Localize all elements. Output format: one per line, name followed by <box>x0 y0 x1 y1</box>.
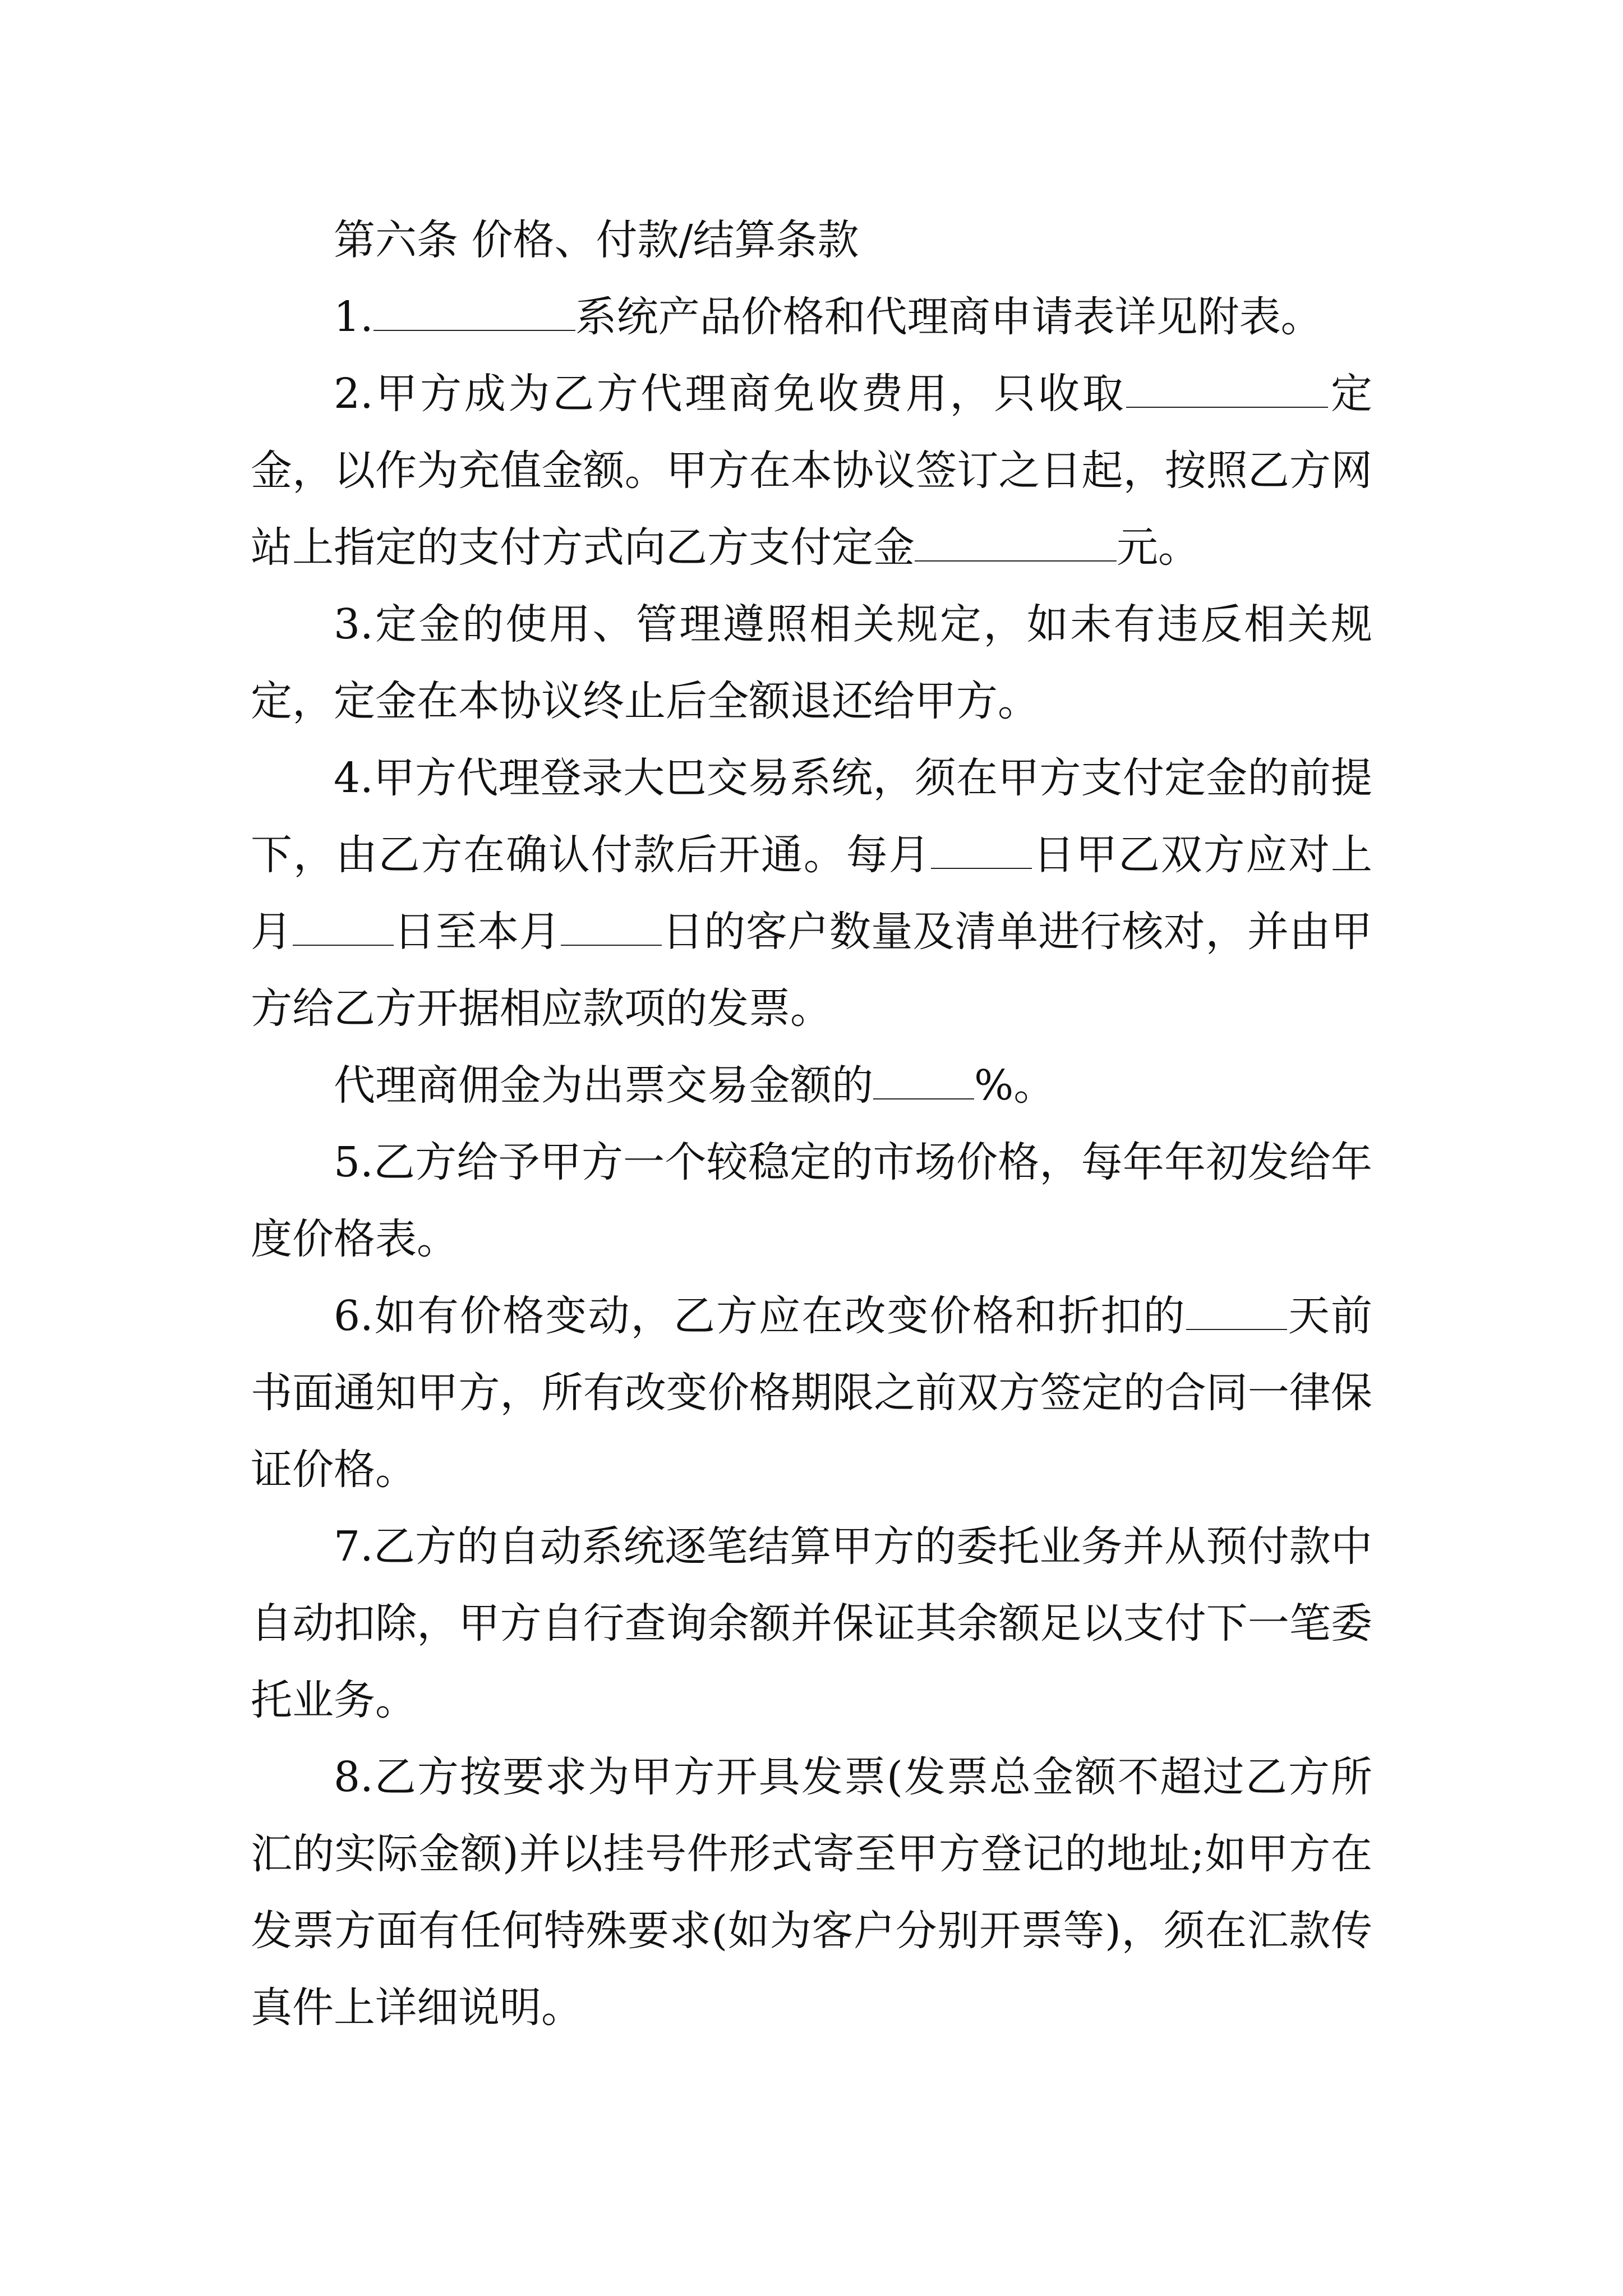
paragraph-2: 2.甲方成为乙方代理商免收费用，只收取 定金，以作为充值金额。甲方在本协议签订之日起，按照乙方网站上指定的支付方式向乙方支付定金 元。 <box>251 370 1373 572</box>
blank-line <box>1186 1292 1287 1330</box>
blank-line <box>374 293 575 331</box>
paragraph-7: 7.乙方的自动系统逐笔结算甲方的委托业务并从预付款中自动扣除，甲方自行查询余额并保证其余额足以支付下一笔委托业务。 <box>251 1522 1372 1724</box>
blank-line <box>931 831 1032 869</box>
section-heading: 第六条 价格、付款/结算条款 <box>334 216 859 264</box>
paragraph-commission: 代理商佣金为出票交易金额的 %。 <box>334 1061 1055 1110</box>
blank-line <box>561 908 662 946</box>
paragraph-3: 3.定金的使用、管理遵照相关规定，如未有违反相关规定，定金在本协议终止后全额退还给甲方。 <box>251 600 1372 725</box>
blank-line <box>1126 370 1328 408</box>
blank-line <box>915 523 1117 562</box>
document-body <box>251 202 1372 2046</box>
paragraph-6: 6.如有价格变动，乙方应在改变价格和折扣的 天前书面通知甲方，所有改变价格期限之前双方签定的合同一律保证价格。 <box>251 1292 1372 1494</box>
blank-line <box>873 1061 974 1099</box>
paragraph-5: 5.乙方给予甲方一个较稳定的市场价格，每年年初发给年度价格表。 <box>251 1138 1372 1263</box>
paragraph-4: 4.甲方代理登录大巴交易系统，须在甲方支付定金的前提下，由乙方在确认付款后开通。每月 日甲乙双方应对上月 日至本月 日的客户数量及清单进行核对，并由甲方给乙方开据相应款项的发票。 <box>251 754 1373 1033</box>
paragraph-1: 1. 系统产品价格和代理商申请表详见附表。 <box>334 293 1322 341</box>
blank-line <box>293 908 394 946</box>
paragraph-8: 8.乙方按要求为甲方开具发票(发票总金额不超过乙方所汇的实际金额)并以挂号件形式寄至甲方登记的地址;如甲方在发票方面有任何特殊要求(如为客户分别开票等)，须在汇款传真件上详细说明。 <box>251 1753 1372 2032</box>
